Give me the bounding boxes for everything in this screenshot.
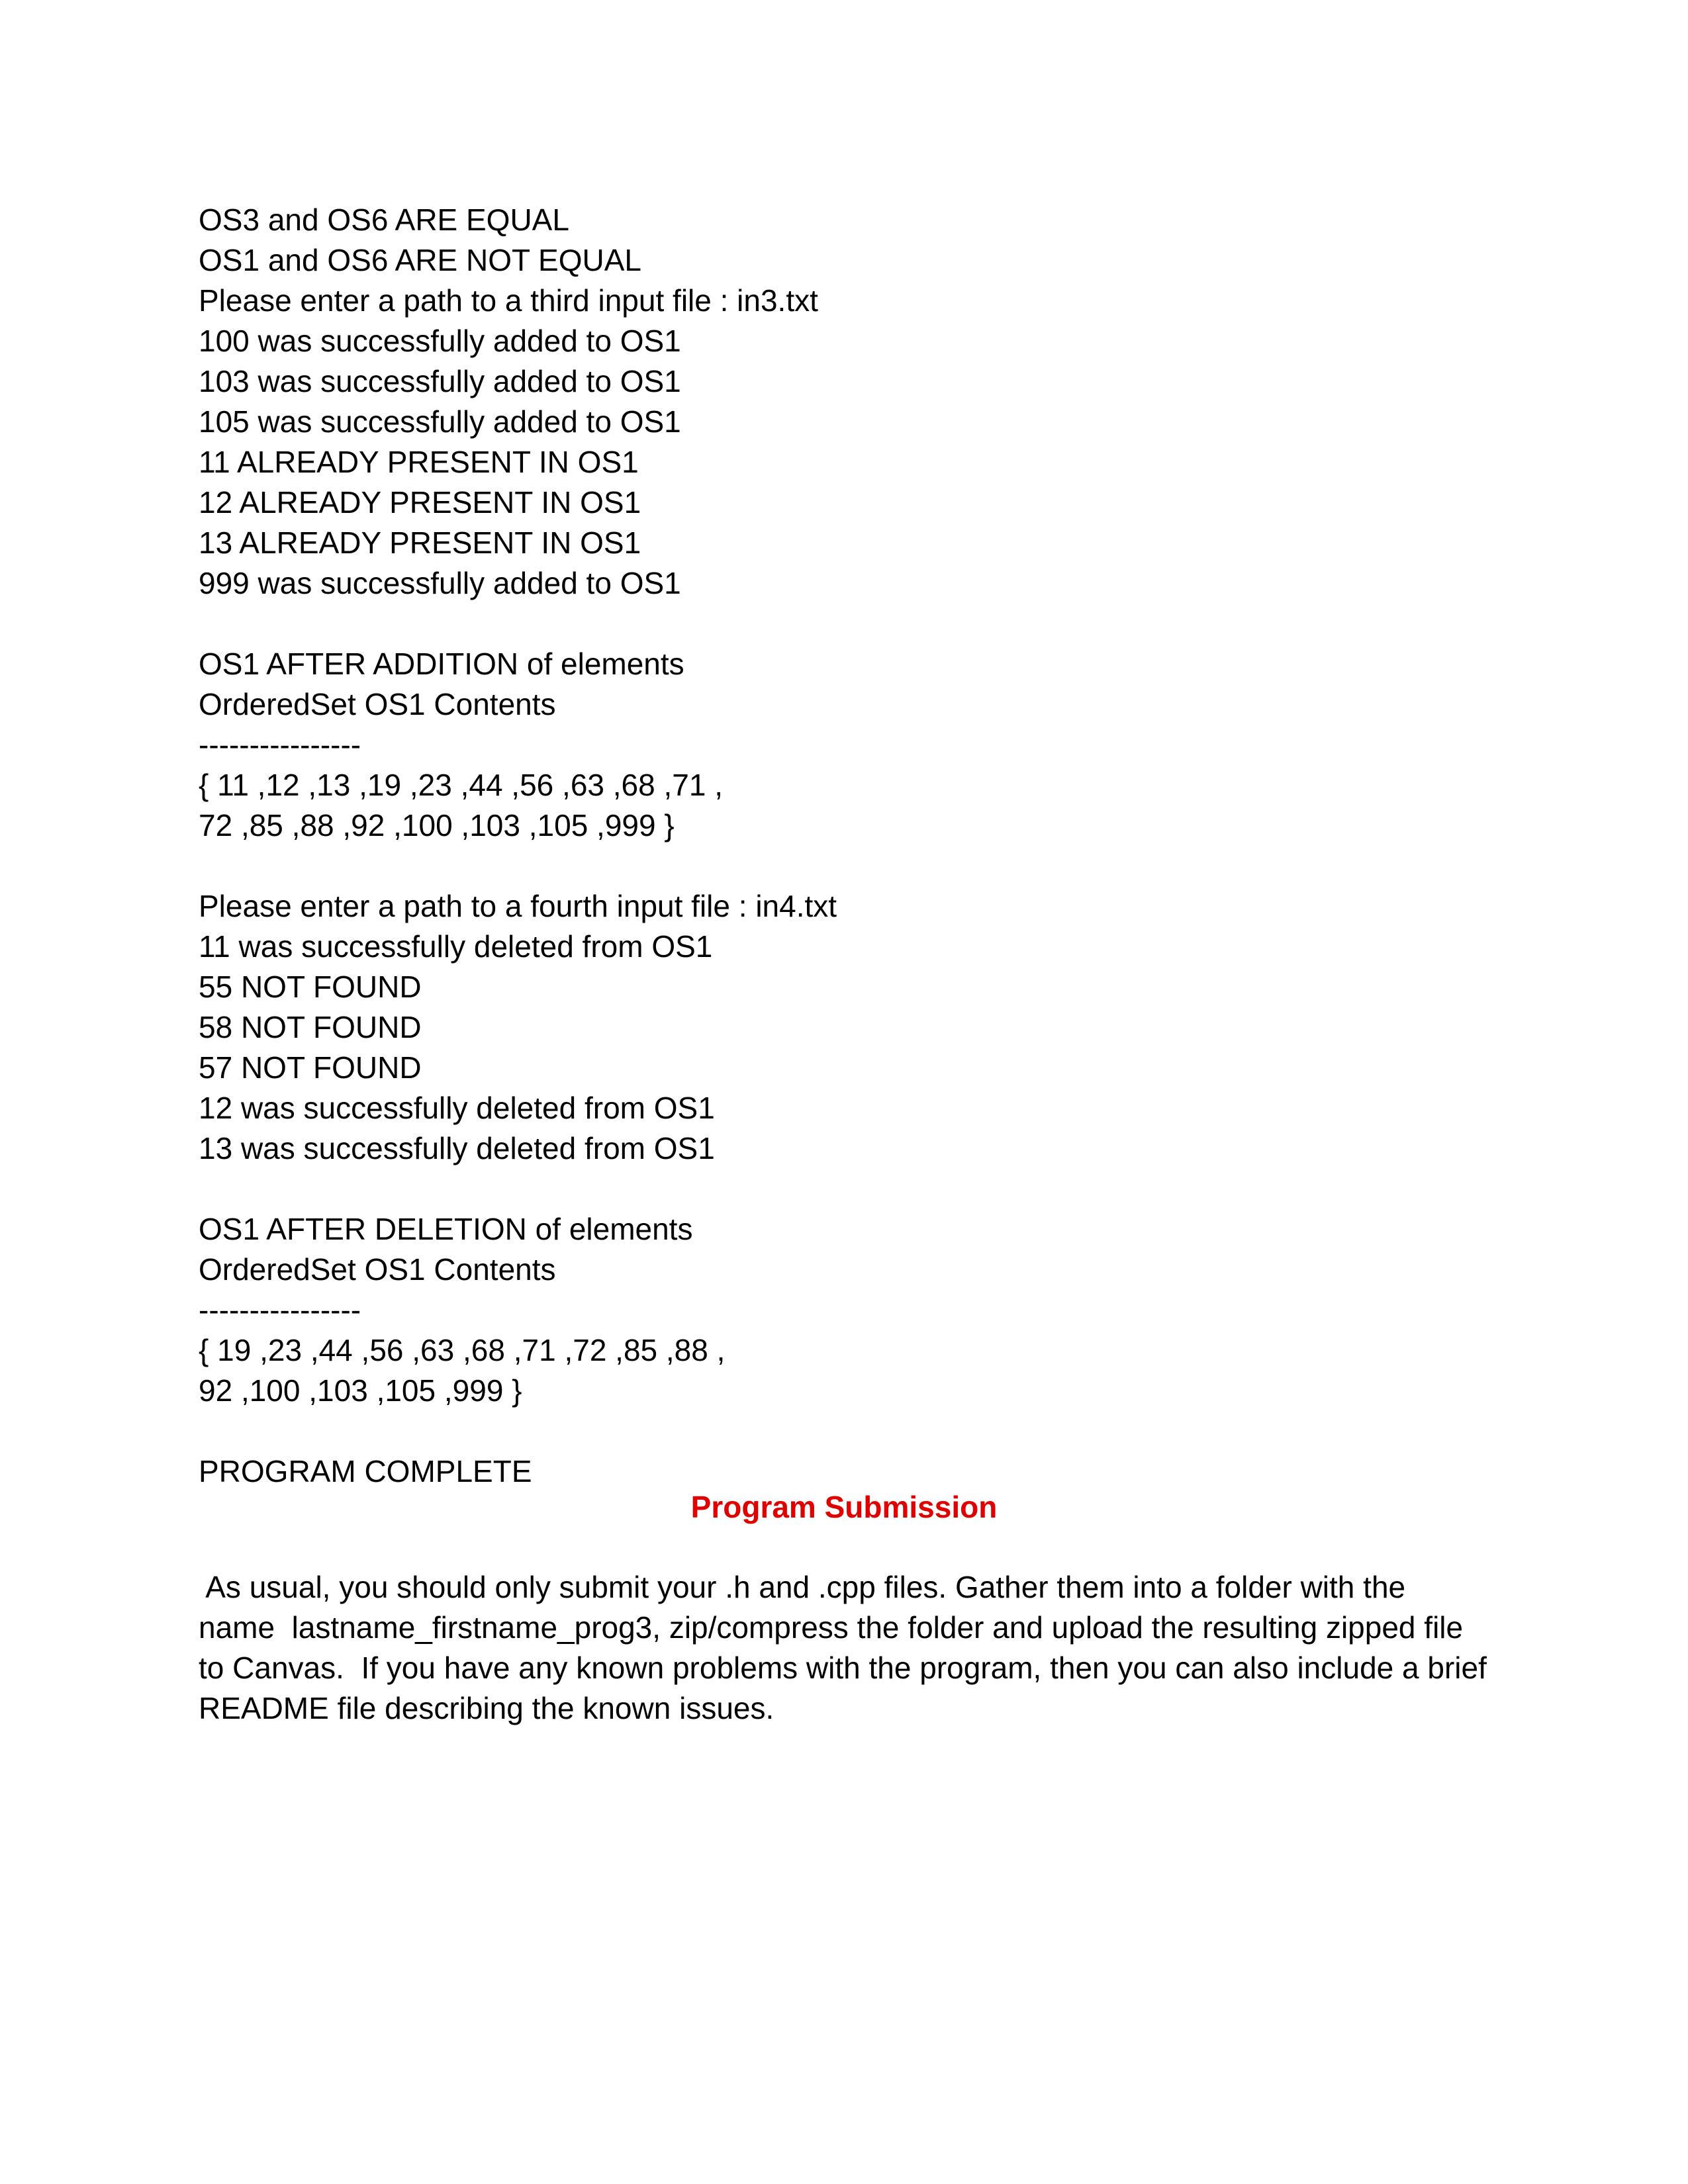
program-submission-heading-text: Program Submission — [690, 1490, 998, 1524]
instruction-line: name lastname_firstname_prog3, zip/compress the folder and upload the resulting zipped file — [199, 1610, 1464, 1645]
output-line: 12 was successfully deleted from OS1 — [199, 1091, 715, 1125]
blank-line — [199, 1411, 1523, 1451]
output-line: 11 was successfully deleted from OS1 — [199, 929, 713, 964]
set-contents-line: { 19 ,23 ,44 ,56 ,63 ,68 ,71 ,72 ,85 ,88 , — [199, 1333, 726, 1367]
blank-line — [199, 1169, 1523, 1209]
instruction-line: README file describing the known issues. — [199, 1691, 774, 1725]
blank-line — [199, 846, 1523, 886]
output-line: OS1 AFTER ADDITION of elements — [199, 647, 684, 681]
output-line: OrderedSet OS1 Contents — [199, 687, 556, 721]
instruction-line: As usual, you should only submit your .h and .cpp files. Gather them into a folder with the — [199, 1570, 1406, 1604]
output-line: OS3 and OS6 ARE EQUAL — [199, 203, 569, 237]
output-line: 13 was successfully deleted from OS1 — [199, 1131, 715, 1165]
output-line: OS1 and OS6 ARE NOT EQUAL — [199, 243, 641, 277]
submission-instructions — [199, 1567, 1496, 1729]
output-line: OS1 AFTER DELETION of elements — [199, 1212, 693, 1246]
output-line: 55 NOT FOUND — [199, 970, 422, 1004]
divider-line: ---------------- — [199, 727, 361, 762]
output-line: 103 was successfully added to OS1 — [199, 364, 681, 398]
output-line: 105 was successfully added to OS1 — [199, 404, 681, 439]
program-output — [199, 200, 1523, 1492]
set-contents-line: { 11 ,12 ,13 ,19 ,23 ,44 ,56 ,63 ,68 ,71 , — [199, 768, 723, 802]
program-submission-heading — [0, 1487, 1688, 1527]
output-line: 13 ALREADY PRESENT IN OS1 — [199, 525, 641, 560]
output-line: 100 was successfully added to OS1 — [199, 324, 681, 358]
blank-line — [199, 604, 1523, 644]
output-line: 11 ALREADY PRESENT IN OS1 — [199, 445, 639, 479]
set-contents-line: 92 ,100 ,103 ,105 ,999 } — [199, 1373, 522, 1408]
instruction-line: to Canvas. If you have any known problems with the program, then you can also include a brief — [199, 1651, 1487, 1685]
output-line: 58 NOT FOUND — [199, 1010, 422, 1044]
divider-line: ---------------- — [199, 1293, 361, 1327]
output-line: 12 ALREADY PRESENT IN OS1 — [199, 485, 641, 520]
output-line: 57 NOT FOUND — [199, 1050, 422, 1085]
set-contents-line: 72 ,85 ,88 ,92 ,100 ,103 ,105 ,999 } — [199, 808, 675, 842]
output-line: Please enter a path to a third input file : in3.txt — [199, 283, 818, 318]
output-line: Please enter a path to a fourth input file : in4.txt — [199, 889, 837, 923]
program-complete-line: PROGRAM COMPLETE — [199, 1454, 532, 1488]
output-line: 999 was successfully added to OS1 — [199, 566, 681, 600]
output-line: OrderedSet OS1 Contents — [199, 1252, 556, 1287]
